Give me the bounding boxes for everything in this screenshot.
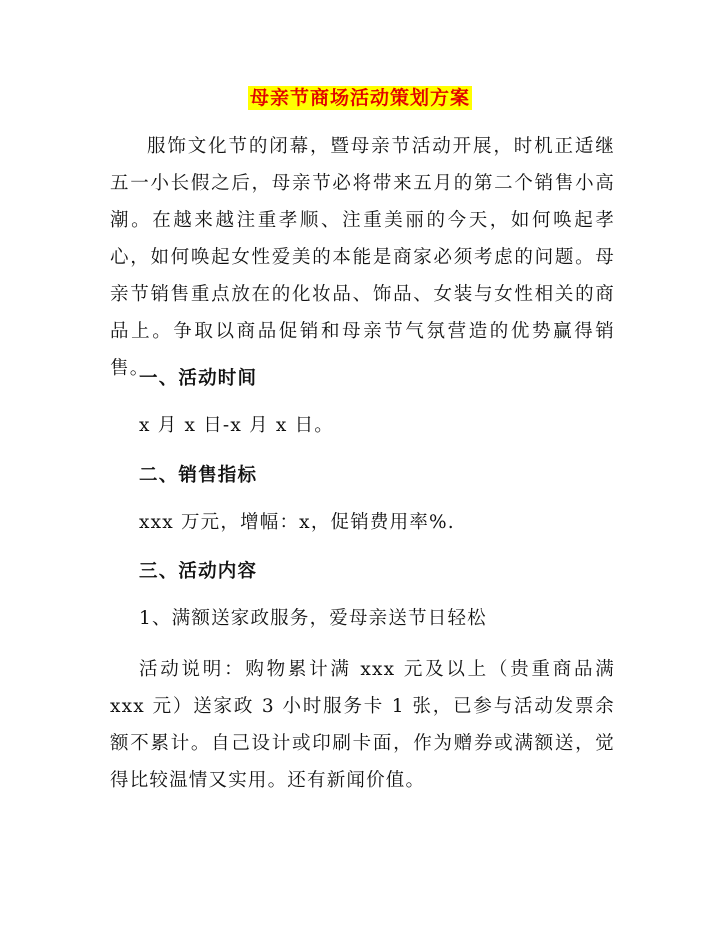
document-title: 母亲节商场活动策划方案 xyxy=(249,87,470,109)
intro-paragraph: 服饰文化节的闭幕，暨母亲节活动开展，时机正适继五一小长假之后，母亲节必将带来五月的第二个销售小高潮。在越来越注重孝顺、注重美丽的今天，如何唤起孝心，如何唤起女性爱美的本能是商家必须考虑的问题。母亲节销售重点放在的化妆品、饰品、女装与女性相关的商品上。争取以商品促销和母亲节气氛营造的优势赢得销售。 xyxy=(110,136,615,379)
section-heading-sales-target: 二、销售指标 xyxy=(139,465,258,486)
title-container xyxy=(0,86,720,110)
content-item-1: 1、满额送家政服务，爱母亲送节日轻松 xyxy=(139,608,487,629)
section-heading-content: 三、活动内容 xyxy=(139,561,258,582)
section-heading-time: 一、活动时间 xyxy=(139,368,258,389)
section-text-time: x 月 x 日-x 月 x 日。 xyxy=(139,415,334,436)
section-text-sales-target: xxx 万元，增幅：x，促销费用率%. xyxy=(139,512,455,533)
content-description-paragraph: 活动说明：购物累计满 xxx 元及以上（贵重商品满 xxx 元）送家政 3 小时服务卡 1 张，已参与活动发票余额不累计。自己设计或印刷卡面，作为赠券或满额送，觉得比较温情又实用。还有新闻价值。 xyxy=(110,659,615,791)
